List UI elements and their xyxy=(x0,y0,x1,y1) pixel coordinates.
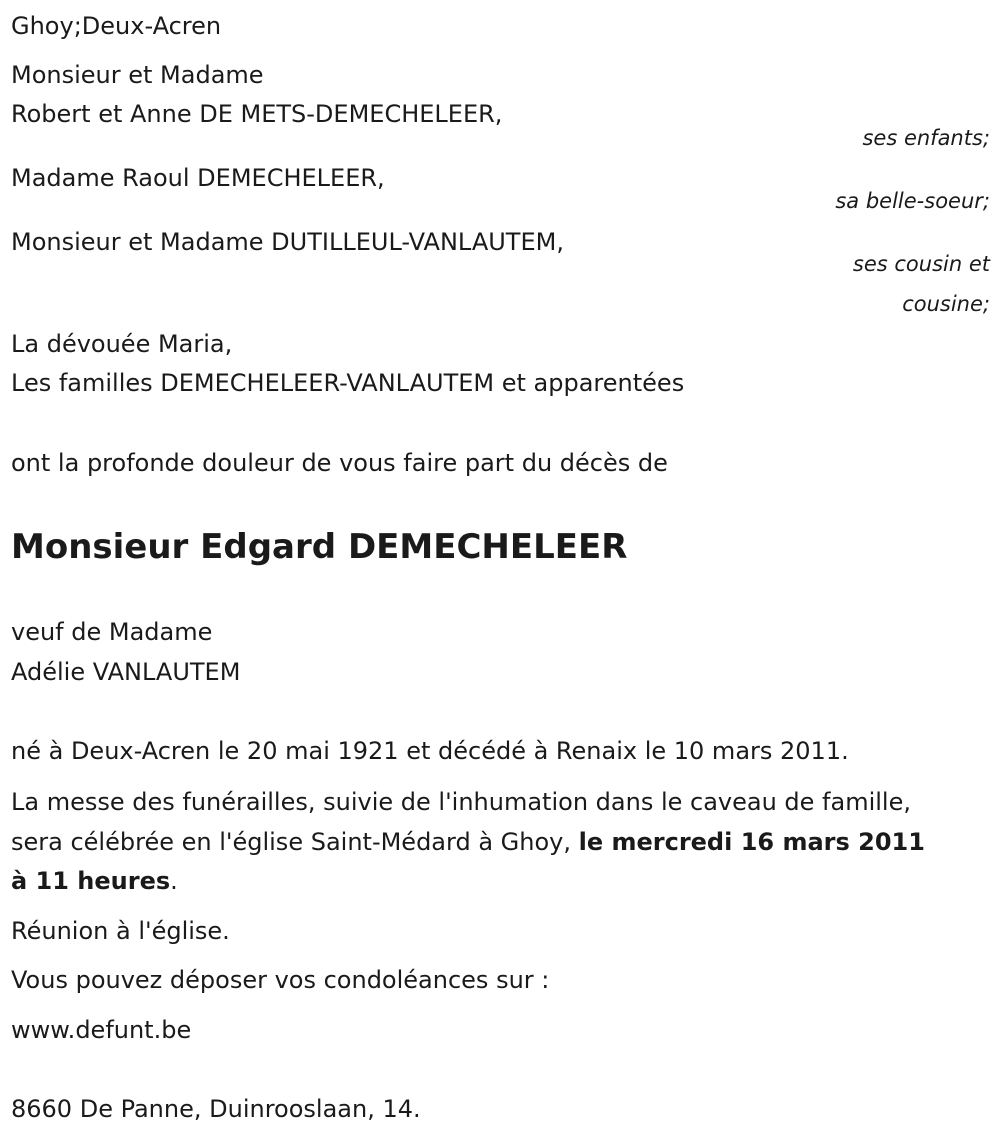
children-role: ses enfants; xyxy=(862,126,990,150)
funeral-line-3-end: . xyxy=(170,867,178,895)
widower-line-1: veuf de Madame xyxy=(11,618,213,646)
funeral-line-2-text: sera célébrée en l'église Saint-Médard à Ghoy, xyxy=(11,828,579,856)
funeral-date: le mercredi 16 mars 2011 xyxy=(578,828,925,856)
funeral-line-3 xyxy=(11,867,178,895)
funeral-time: à 11 heures xyxy=(11,867,171,895)
cousins-role-line-1: ses cousin et xyxy=(852,252,990,276)
header-place: Ghoy;Deux-Acren xyxy=(11,12,222,40)
announcement: ont la profonde douleur de vous faire part du décès de xyxy=(11,449,668,477)
address-line: 8660 De Panne, Duinrooslaan, 14. xyxy=(11,1095,421,1123)
children-line-2: Robert et Anne DE METS-DEMECHELEER, xyxy=(11,100,503,128)
cousins: Monsieur et Madame DUTILLEUL-VANLAUTEM, xyxy=(11,228,564,256)
widower-line-2: Adélie VANLAUTEM xyxy=(11,658,241,686)
sister-in-law: Madame Raoul DEMECHELEER, xyxy=(11,164,385,192)
cousins-role-line-2: cousine; xyxy=(902,292,990,316)
maria-line: La dévouée Maria, xyxy=(11,330,233,358)
deceased-name: Monsieur Edgard DEMECHELEER xyxy=(11,527,628,567)
funeral-line-1: La messe des funérailles, suivie de l'inhumation dans le caveau de famille, xyxy=(11,788,911,816)
condolences-website[interactable]: www.defunt.be xyxy=(11,1016,192,1044)
funeral-line-2 xyxy=(11,828,925,856)
children-line-1: Monsieur et Madame xyxy=(11,61,264,89)
condolences-text: Vous pouvez déposer vos condoléances sur : xyxy=(11,966,550,994)
birth-death: né à Deux-Acren le 20 mai 1921 et décédé à Renaix le 10 mars 2011. xyxy=(11,737,849,765)
meeting-line: Réunion à l'église. xyxy=(11,917,230,945)
families-line: Les familles DEMECHELEER-VANLAUTEM et apparentées xyxy=(11,369,685,397)
sister-in-law-role: sa belle-soeur; xyxy=(835,189,990,213)
